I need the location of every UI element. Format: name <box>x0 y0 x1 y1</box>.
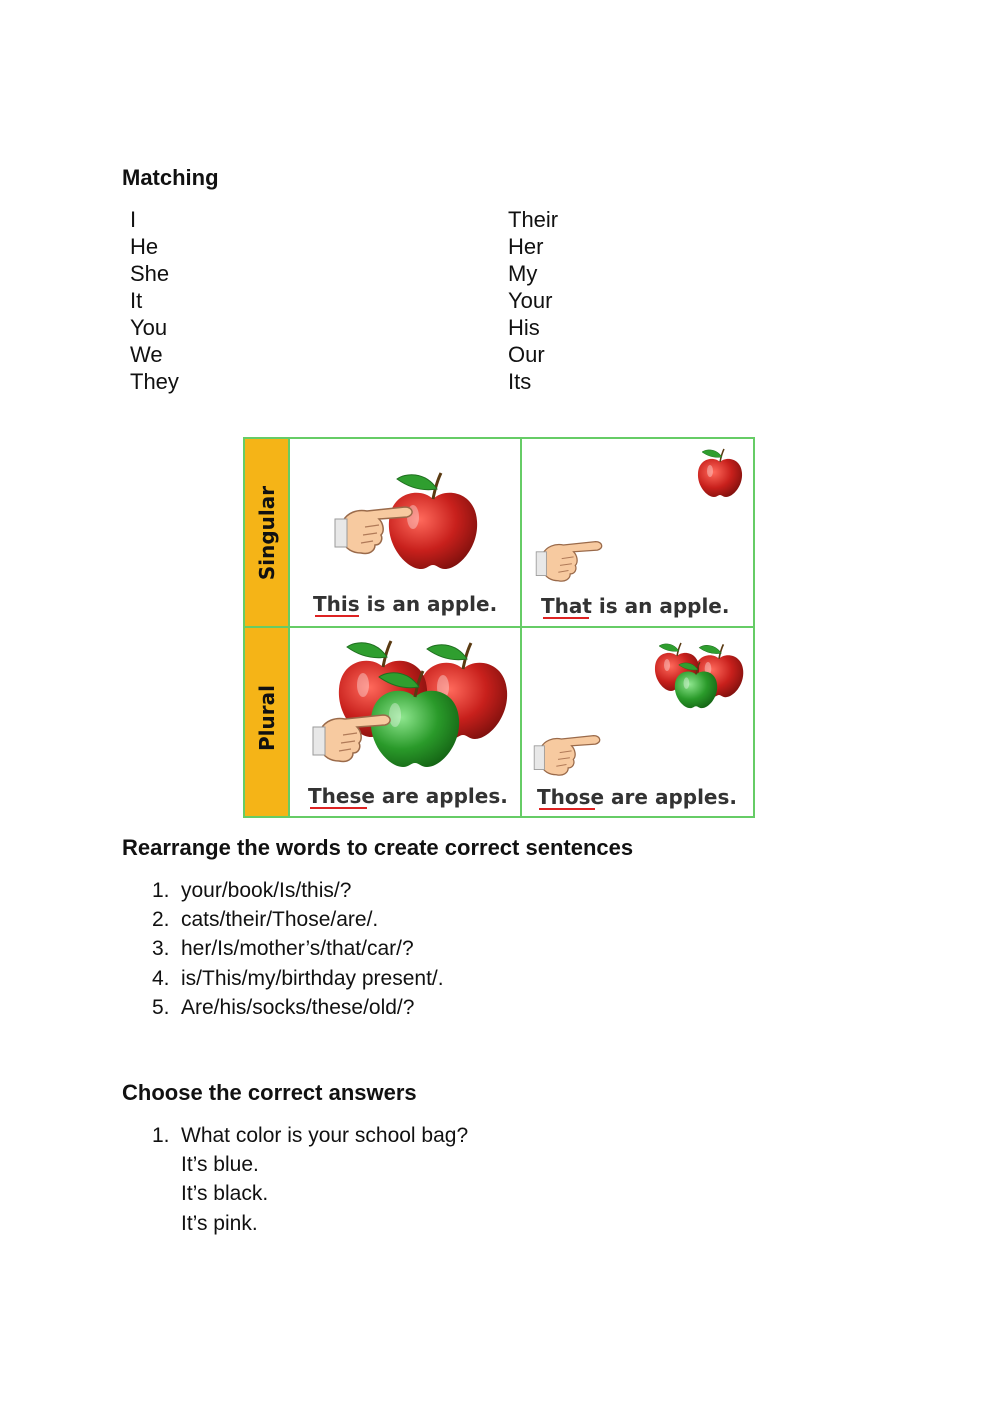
possessive-item: His <box>508 315 540 340</box>
scrambled-sentence: cats/their/Those/are/. <box>181 908 379 932</box>
question-item: 1. What color is your school bag? It’s blue. It’s black. It’s pink. <box>152 1121 468 1238</box>
possessive-item: My <box>508 261 538 286</box>
scrambled-sentence: is/This/my/birthday present/. <box>181 966 444 990</box>
demonstrative-word: That <box>541 594 592 618</box>
possessive-list <box>508 206 558 395</box>
demonstratives-figure <box>243 437 755 819</box>
pronoun-list <box>130 206 179 395</box>
choose-list <box>152 1121 468 1238</box>
pronoun-item: I <box>130 207 137 232</box>
list-item: 3. her/Is/mother’s/that/car/? <box>152 934 444 963</box>
matching-title: Matching <box>122 165 219 190</box>
list-item: 4. is/This/my/birthday present/. <box>152 964 444 993</box>
scrambled-sentence: Are/his/socks/these/old/? <box>181 995 415 1019</box>
possessive-item: Your <box>508 288 553 313</box>
demonstrative-word: These <box>308 784 375 808</box>
scrambled-sentence: her/Is/mother’s/that/car/? <box>181 937 414 961</box>
row-label-singular: Singular <box>255 485 279 581</box>
answer-option[interactable]: It’s pink. <box>181 1211 258 1235</box>
answer-options <box>181 1150 468 1238</box>
list-item: 2. cats/their/Those/are/. <box>152 905 444 934</box>
pronoun-item: He <box>130 234 159 259</box>
possessive-item: Her <box>508 234 544 259</box>
question-text: What color is your school bag? <box>181 1124 469 1147</box>
caption-that: That is an apple. <box>541 594 730 618</box>
choose-title: Choose the correct answers <box>122 1080 417 1105</box>
possessive-item: Their <box>508 207 559 232</box>
scrambled-sentence: your/book/Is/this/? <box>181 879 352 902</box>
pronoun-item: She <box>130 261 170 286</box>
answer-option[interactable]: It’s black. <box>181 1182 269 1206</box>
pronoun-item: They <box>130 369 179 394</box>
possessive-item: Our <box>508 342 545 367</box>
caption-those: Those are apples. <box>537 785 737 809</box>
demonstrative-word: Those <box>537 785 605 809</box>
answer-option[interactable]: It’s blue. <box>181 1153 259 1177</box>
demonstrative-word: This <box>313 592 360 616</box>
pronoun-item: You <box>130 315 168 340</box>
rearrange-title: Rearrange the words to create correct sentences <box>122 835 634 860</box>
pronoun-item: It <box>130 288 143 313</box>
caption-this: This is an apple. <box>313 592 498 616</box>
row-label-plural: Plural <box>255 685 279 751</box>
list-item: 5. Are/his/socks/these/old/? <box>152 993 444 1022</box>
pronoun-item: We <box>130 342 163 367</box>
possessive-item: Its <box>508 369 532 394</box>
caption-these: These are apples. <box>308 784 508 808</box>
list-item: 1. your/book/Is/this/? <box>152 876 444 905</box>
rearrange-list <box>152 876 444 1022</box>
